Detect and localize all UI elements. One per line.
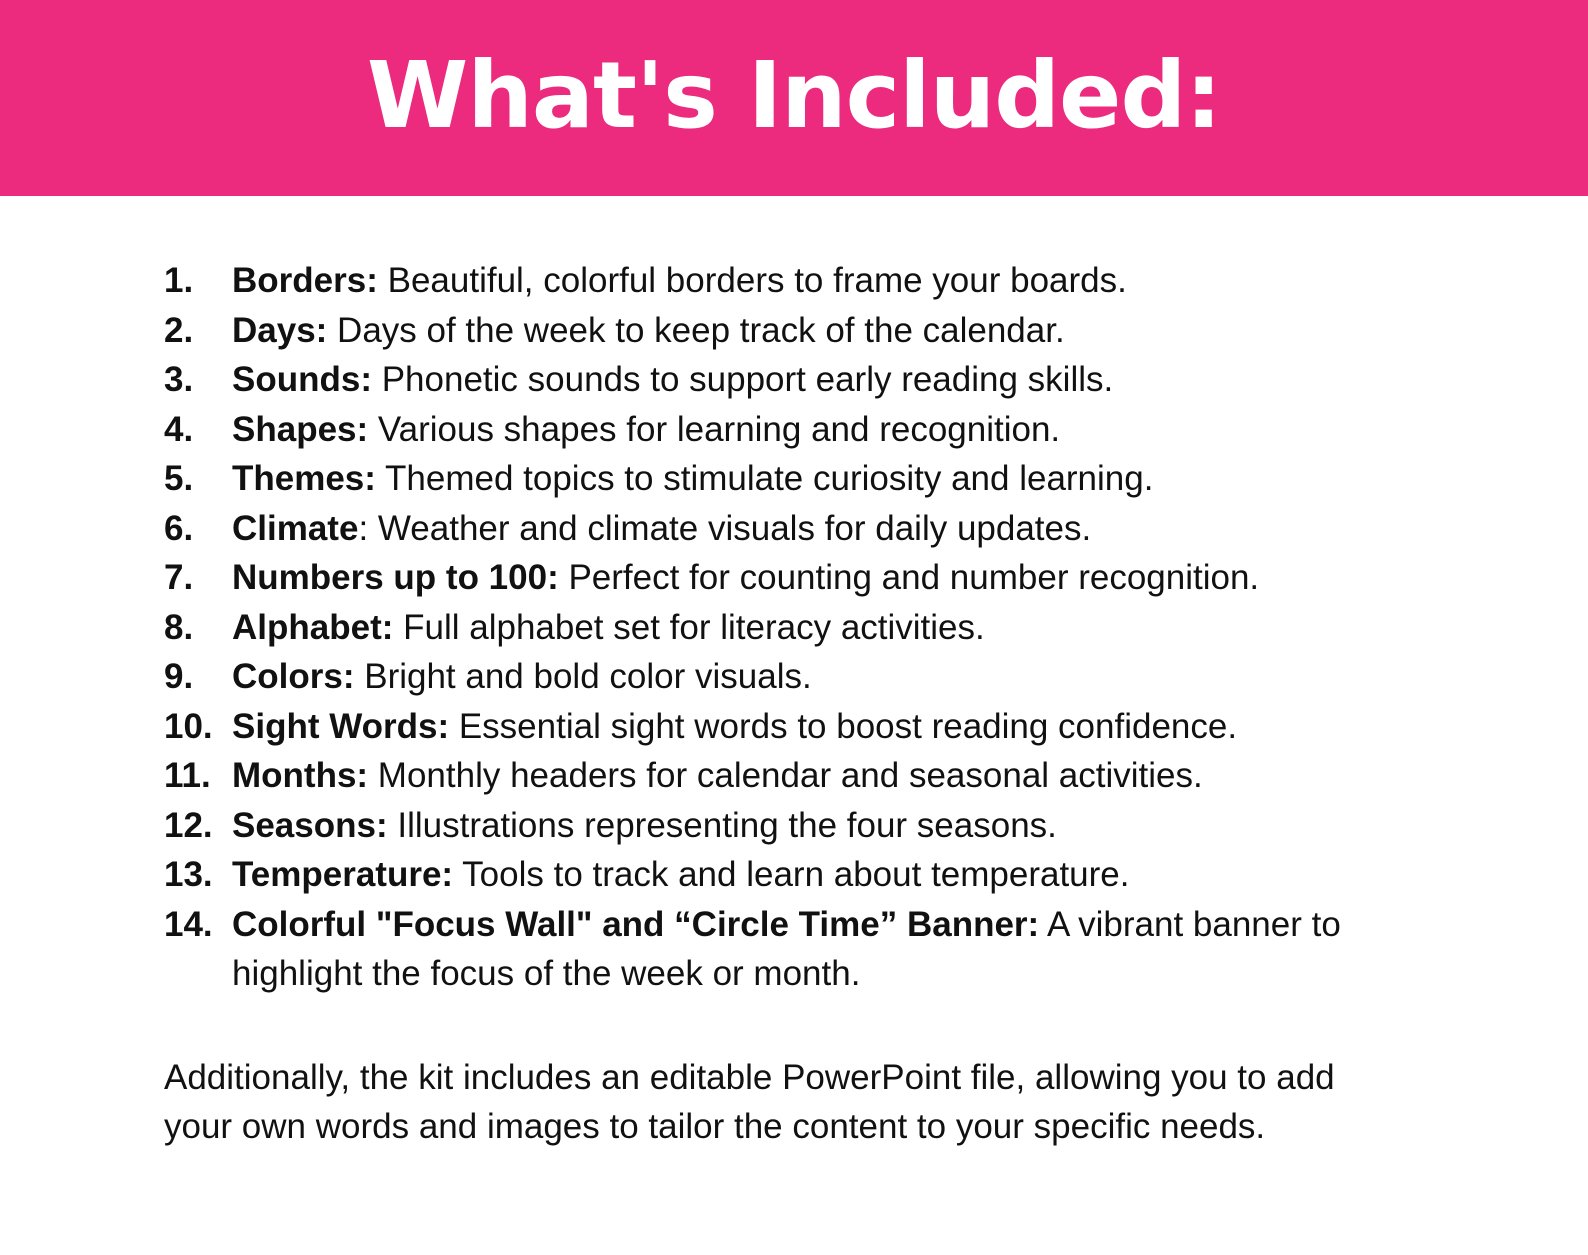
item-description: Phonetic sounds to support early reading skills.	[371, 360, 1114, 399]
item-description: Various shapes for learning and recognition.	[368, 409, 1061, 449]
item-title: Days:	[232, 310, 328, 350]
list-item	[164, 702, 1424, 752]
item-title: Sounds:	[232, 360, 372, 399]
item-number: 6.	[164, 508, 194, 548]
item-description: : Weather and climate visuals for daily updates.	[358, 508, 1092, 548]
item-body	[232, 355, 1424, 405]
item-title: Alphabet:	[232, 607, 394, 647]
item-number: 1.	[164, 261, 194, 300]
item-number: 12.	[164, 805, 213, 845]
list-item	[164, 553, 1424, 603]
item-description: Bright and bold color visuals.	[354, 657, 812, 696]
list-item	[164, 900, 1424, 999]
item-body	[232, 504, 1424, 554]
item-description: Days of the week to keep track of the calendar.	[327, 310, 1065, 350]
header-band	[0, 0, 1588, 196]
item-number: 2.	[164, 310, 194, 350]
item-title: Colors:	[232, 657, 355, 696]
item-description: Illustrations representing the four seasons.	[387, 805, 1057, 845]
item-body	[232, 454, 1424, 504]
item-number: 5.	[164, 459, 194, 498]
item-body	[232, 603, 1424, 653]
item-number: 11.	[164, 756, 211, 795]
item-description: Perfect for counting and number recognition.	[558, 558, 1260, 597]
item-description: Tools to track and learn about temperature.	[453, 855, 1130, 894]
list-item	[164, 454, 1424, 504]
item-body	[232, 652, 1424, 702]
item-number: 8.	[164, 607, 194, 647]
list-item	[164, 256, 1424, 306]
item-title: Shapes:	[232, 409, 369, 449]
item-body	[232, 850, 1424, 900]
list-item	[164, 405, 1424, 455]
list-item	[164, 306, 1424, 356]
item-title: Numbers up to 100:	[232, 558, 559, 597]
item-number: 13.	[164, 855, 213, 894]
item-body	[232, 801, 1424, 851]
item-number: 9.	[164, 657, 194, 696]
list-item	[164, 504, 1424, 554]
item-description: Essential sight words to boost reading confidence.	[449, 706, 1238, 746]
item-body	[232, 553, 1424, 603]
item-description: A vibrant banner to highlight the focus of the week or month.	[232, 904, 1341, 993]
powerpoint-note: Additionally, the kit includes an editable PowerPoint file, allowing you to add your own words and images to tailor the content to your specific needs.	[164, 1057, 1335, 1146]
item-title: Temperature:	[232, 855, 454, 894]
item-body	[232, 702, 1424, 752]
item-description: Themed topics to stimulate curiosity and learning.	[375, 459, 1154, 498]
item-title: Borders:	[232, 261, 378, 300]
item-body	[232, 900, 1424, 999]
item-body	[232, 751, 1424, 801]
item-description: Full alphabet set for literacy activities.	[393, 607, 985, 647]
item-description: Beautiful, colorful borders to frame your boards.	[377, 261, 1127, 300]
content	[164, 256, 1424, 1152]
item-number: 3.	[164, 360, 194, 399]
list-item	[164, 801, 1424, 851]
item-title: Sight Words:	[232, 706, 450, 746]
item-body	[232, 405, 1424, 455]
page-title: What's Included:	[366, 42, 1222, 149]
list-item	[164, 850, 1424, 900]
item-title: Climate	[232, 508, 359, 548]
item-number: 7.	[164, 558, 194, 597]
list-item	[164, 751, 1424, 801]
list-item	[164, 652, 1424, 702]
item-number: 4.	[164, 409, 194, 449]
included-items-list	[164, 256, 1424, 999]
item-body	[232, 306, 1424, 356]
list-item	[164, 355, 1424, 405]
item-title: Colorful "Focus Wall" and “Circle Time” Banner:	[232, 904, 1040, 944]
item-body	[232, 256, 1424, 306]
item-title: Seasons:	[232, 805, 388, 845]
item-number: 10.	[164, 706, 213, 746]
item-title: Months:	[232, 756, 369, 795]
item-title: Themes:	[232, 459, 376, 498]
item-description: Monthly headers for calendar and seasonal activities.	[368, 756, 1203, 795]
list-item	[164, 603, 1424, 653]
item-number: 14.	[164, 904, 213, 944]
